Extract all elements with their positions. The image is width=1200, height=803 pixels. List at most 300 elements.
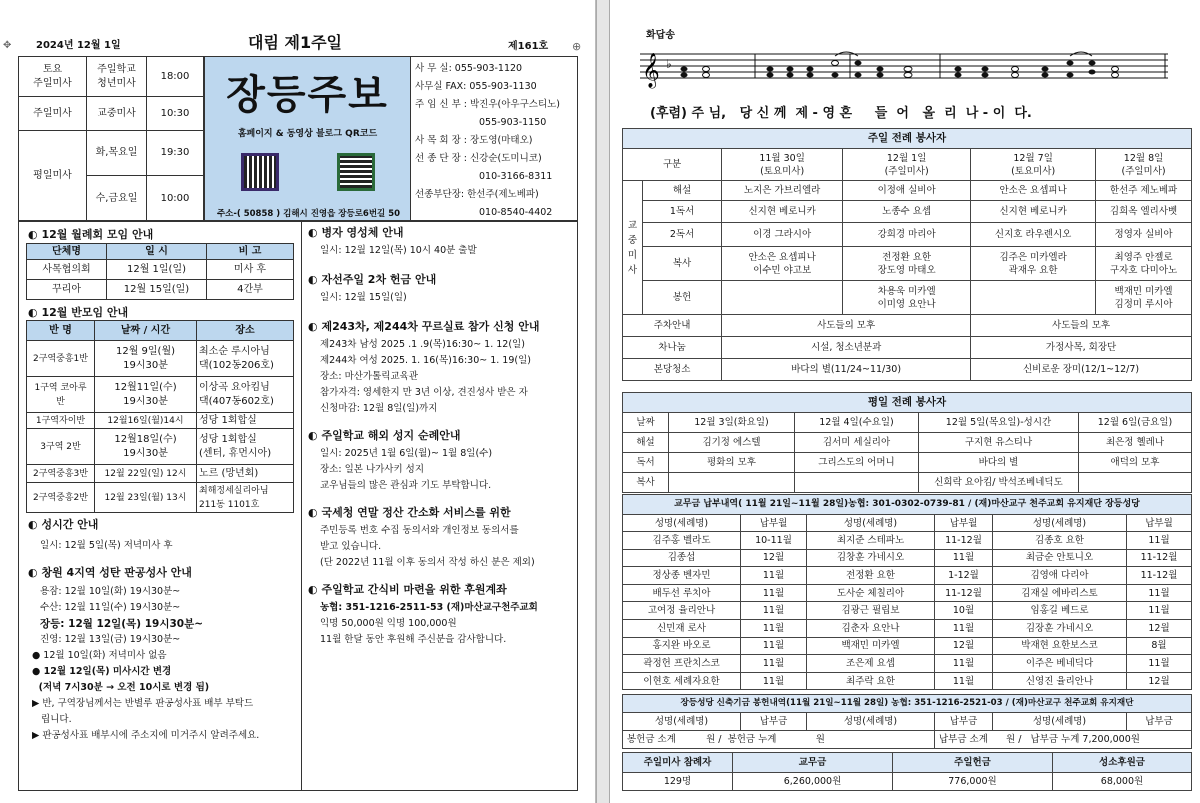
table-cell: 12월 (741, 549, 807, 567)
total-value: 129명 (623, 773, 733, 791)
table-cell: 8월 (1127, 637, 1192, 655)
monthly-title (28, 226, 153, 242)
date-label: 12월 8일 (1123, 152, 1164, 164)
notice-line: ● 12월 12일(목) 미사시간 변경 (32, 666, 172, 677)
logo-panel (204, 56, 411, 221)
table-header: 납부금 (741, 713, 807, 731)
date-sub: (토요미사) (760, 165, 805, 177)
table-cell: 신민재 로사 (623, 619, 741, 637)
total-value: 776,000원 (893, 773, 1053, 791)
server-cell: 신희락 요아킴/ 박석조베네딕도 (919, 473, 1079, 493)
notice-body (308, 523, 574, 571)
notice-line: 교우님들의 많은 관심과 기도 부탁합니다. (320, 480, 492, 491)
monthly-table (26, 243, 294, 300)
table-cell: 12월 23일(월) 13시 (95, 483, 197, 513)
table-header: 납부금 (935, 713, 993, 731)
schedule-time: 19:30 (147, 131, 204, 176)
bullet-icon: ◐ (28, 228, 38, 241)
table-cell: 최주락 요한 (807, 672, 935, 690)
right-page (610, 0, 1200, 803)
notice-line: 주민등록 번호 수집 동의서와 개인정보 동의서를 (320, 525, 519, 536)
left-page (0, 0, 596, 803)
role-label: 주차안내 (623, 315, 722, 337)
server-cell: 김서미 세실리아 (795, 433, 919, 453)
table-cell: 신영진 율리안나 (993, 672, 1127, 690)
bullet-icon: ◐ (308, 429, 318, 442)
table-cell: 정상종 벤자민 (623, 567, 741, 585)
date-label: 12월 7일 (1013, 152, 1053, 164)
table-row (623, 637, 1192, 655)
add-icon[interactable]: ⊕ (572, 40, 582, 53)
total-value: 6,260,000원 (733, 773, 893, 791)
table-cell: 11월 (741, 655, 807, 673)
table-header: 성명(세례명) (993, 713, 1127, 731)
table-header: 교무금 (733, 753, 893, 773)
table-cell: 노르 (망년회) (197, 465, 294, 483)
table-cell: 김춘자 요안나 (807, 619, 935, 637)
table-cell: 김주홍 벨라도 (623, 532, 741, 550)
server-cell: 한선주 제노베파 (1096, 181, 1192, 201)
table-cell: 곽정헌 프란치스코 (623, 655, 741, 673)
schedule-time: 10:00 (147, 176, 204, 222)
table-header: 단체명 (27, 244, 107, 260)
notice-line: ▶ 판공성사표 배부시에 주소지에 미거주시 알려주세요. (32, 730, 260, 741)
table-cell: 홍지완 바오로 (623, 637, 741, 655)
song-lyric: (후렴) 주 님, 당 신 께 제 - 영 혼 들 어 올 리 나 - 이 다. (650, 106, 1032, 121)
table-title: 교무금 납부내역( 11월 21일~11월 28일)농협: 301-0302-0739-81 / (재)마산교구 천주교회 유지재단 장등성당 (623, 495, 1192, 515)
issue-number: 제161호 (508, 41, 549, 52)
server-cell: 김희옥 엘리사벳 (1096, 201, 1192, 223)
table-cell: 11-12월 (935, 532, 993, 550)
bullet-icon: ◐ (28, 306, 38, 319)
table-row (623, 584, 1192, 602)
contacts (415, 60, 575, 222)
bulletin-date: 2024년 12월 1일 (36, 40, 121, 51)
page-gap (596, 0, 610, 803)
table-cell: 12월18일(수) 19시30분 (95, 429, 197, 465)
mid-notices (308, 224, 574, 648)
schedule-time: 18:00 (147, 57, 204, 97)
table-cell: 12월 15일(일) (107, 280, 207, 300)
notice-line: 일시: 12월 12일(목) 10시 40분 출발 (320, 245, 477, 256)
notice-title (308, 504, 574, 520)
qr-code-blog-icon[interactable] (337, 153, 375, 191)
notice-body (308, 600, 574, 648)
notice-line: (저녁 7시30분 → 오전 10시로 변경 됨) (32, 682, 210, 693)
notice-title-text: 제243차, 제244차 꾸르실료 참가 신청 안내 (321, 320, 540, 333)
total-value: 68,000원 (1053, 773, 1192, 791)
table-cell: 11월 (1127, 584, 1192, 602)
column-divider (301, 221, 302, 791)
table-row (623, 619, 1192, 637)
notice-line: 농협: 351-1216-2511-53 (재)마산교구천주교회 (320, 602, 538, 613)
table-cell: 성당 1회합실 (센터, 휴먼시아) (197, 429, 294, 465)
notice-line: 제243차 남성 2025 .1 .9(목)16:30~ 1. 12(일) (320, 339, 525, 350)
notice-body (28, 584, 298, 648)
notice-line: 일시: 2025년 1월 6일(월)~ 1월 8일(수) (320, 448, 493, 459)
contact-line: 055-903-1150 (479, 117, 547, 128)
server-cell: 신지현 베로니카 (722, 201, 843, 223)
server-cell (669, 473, 795, 493)
server-cell: 김주은 미카엘라 곽재우 요한 (971, 247, 1096, 281)
schedule-type: 화,목요일 (87, 131, 147, 176)
notice-title-text: 병자 영성체 안내 (321, 226, 404, 239)
table-cell: 도사순 체칠리아 (807, 584, 935, 602)
table-row (623, 532, 1192, 550)
server-cell: 신지현 베로니카 (971, 201, 1096, 223)
schedule-day: 주일미사 (19, 97, 87, 131)
contact-line: 선종부단장: 한선주(제노베파) (415, 189, 539, 200)
table-cell: 4간부 (207, 280, 294, 300)
notice-line: 일시: 12월 5일(목) 저녁미사 후 (40, 540, 173, 551)
table-cell: 11월 (935, 619, 993, 637)
notice-line: 립니다. (32, 714, 72, 725)
notice-title (308, 271, 574, 287)
server-cell: 정영자 실비아 (1096, 223, 1192, 247)
table-cell: 1구역자이반 (27, 413, 95, 429)
notice-title-text: 창원 4지역 성탄 판공성사 안내 (41, 566, 192, 579)
server-cell: 안소은 요셉피나 이수민 야고보 (722, 247, 843, 281)
sunday-servers-table (622, 128, 1192, 381)
sum-value: 원 (815, 734, 825, 745)
server-cell: 구지현 유스티나 (919, 433, 1079, 453)
table-cell: 11월 (741, 602, 807, 620)
table-title: 평일 전례 봉사자 (623, 393, 1192, 413)
bullet-icon: ◐ (308, 273, 318, 286)
table-header: 구분 (623, 149, 722, 181)
bansang-table (26, 320, 294, 513)
notice-title (28, 564, 298, 580)
table-cell: 11-12월 (1127, 567, 1192, 585)
notice-body (308, 337, 574, 417)
server-cell: 시설, 청소년분과 (722, 337, 971, 359)
notice-line: 익명 50,000원 익명 100,000원 (320, 618, 457, 629)
table-cell: 11월 (741, 672, 807, 690)
contact-line: 사 무 실: 055-903-1120 (415, 63, 523, 74)
server-cell: 차용욱 미카엘 이미영 요안나 (843, 281, 971, 315)
table-cell: 김종섭 (623, 549, 741, 567)
role-label: 차나눔 (623, 337, 722, 359)
table-cell: 이상곡 요아킴님 댁(407동602호) (197, 377, 294, 413)
notice-body (308, 446, 574, 494)
role-label: 해설 (643, 181, 722, 201)
sum-value: 원 / (706, 734, 722, 745)
table-cell: 백재민 미카엘 (807, 637, 935, 655)
table-cell: 11월 (1127, 602, 1192, 620)
notice-title (308, 224, 574, 240)
bansang-title (28, 304, 128, 320)
table-header: 12월 4일(수요일) (795, 413, 919, 433)
table-header: 12월 3일(화요일) (669, 413, 795, 433)
server-cell (795, 473, 919, 493)
notice-title (308, 427, 574, 443)
table-header: 성명(세례명) (623, 515, 741, 532)
role-label: 1독서 (643, 201, 722, 223)
music-staff (640, 44, 1170, 94)
table-cell: 11월 (741, 584, 807, 602)
table-cell: 김광근 필립보 (807, 602, 935, 620)
qr-label: 홈페이지 & 동영상 블로그 QR코드 (237, 129, 378, 139)
notice-line: 장소: 일본 나가사키 성지 (320, 464, 425, 475)
table-cell: 11월 (1127, 532, 1192, 550)
table-cell: 12월 (935, 637, 993, 655)
sum-value: 원 / (1006, 734, 1022, 745)
role-label: 봉헌 (643, 281, 722, 315)
qr-code-homepage-icon[interactable] (241, 153, 279, 191)
table-cell: 12월 22일(일) 12시 (95, 465, 197, 483)
notice-line: 장소: 마산가톨릭교육관 (320, 371, 418, 382)
table-cell: 성당 1회합실 (197, 413, 294, 429)
role-label: 복사 (623, 473, 669, 493)
move-handle-icon[interactable]: ✥ (3, 40, 12, 51)
server-cell: 이정애 실비아 (843, 181, 971, 201)
table-cell: 전정환 요한 (807, 567, 935, 585)
treble-clef-icon: 𝄞 (642, 53, 660, 88)
table-cell: 미사 후 (207, 260, 294, 280)
bullet-icon: ◐ (308, 320, 318, 333)
table-title: 주일 전례 봉사자 (623, 129, 1192, 149)
table-cell: 최해정세실리아님 211동 1101호 (197, 483, 294, 513)
notice-line: 진영: 12월 13일(금) 19시30분~ (40, 634, 181, 645)
table-cell: 최금순 안토니오 (993, 549, 1127, 567)
contact-line: 사무실 FAX: 055-903-1130 (415, 81, 537, 92)
table-header: 성명(세례명) (993, 515, 1127, 532)
table-cell: 12월16일(월)14시 (95, 413, 197, 429)
table-cell: 조은제 요셉 (807, 655, 935, 673)
table-cell: 최소순 루시아님 댁(102동206호) (197, 341, 294, 377)
sum-cell (935, 731, 1192, 749)
server-cell: 강희경 마리아 (843, 223, 971, 247)
table-header: 주일헌금 (893, 753, 1053, 773)
side-label: 교 중 미 사 (623, 181, 643, 315)
sum-label: 납부금 누계 7,200,000원 (1030, 734, 1140, 745)
contact-line: 주 임 신 부 : 박진우(아우구스티노) (415, 99, 561, 110)
server-cell: 가정사목, 회장단 (971, 337, 1192, 359)
server-cell: 바다의 별(11/24~11/30) (722, 359, 971, 381)
notice-title (308, 318, 574, 334)
sum-cell (623, 731, 935, 749)
table-cell: 최지준 스테파노 (807, 532, 935, 550)
contact-line: 사 목 회 장 : 장도영(마태오) (415, 135, 533, 146)
bulletin-logo: 장등주보 (226, 72, 389, 118)
table-cell: 김재실 에바리스토 (993, 584, 1127, 602)
server-cell: 그리스도의 어머니 (795, 453, 919, 473)
table-cell: 11월 (935, 655, 993, 673)
table-cell: 김장훈 가네시오 (993, 619, 1127, 637)
table-header: 12월 5일(목요일)-성시간 (919, 413, 1079, 433)
role-label: 해설 (623, 433, 669, 453)
sum-label: 납부금 소계 (939, 734, 988, 745)
notice-title (308, 581, 574, 597)
table-cell: 박재현 요한보스코 (993, 637, 1127, 655)
bullet-icon: ◐ (28, 566, 38, 579)
server-cell: 노지은 가브리엘라 (722, 181, 843, 201)
server-cell (722, 281, 843, 315)
table-header: 12월 6일(금요일) (1079, 413, 1192, 433)
table-row (623, 655, 1192, 673)
schedule-type: 교중미사 (87, 97, 147, 131)
notice-line: 일시: 12월 15일(일) (320, 292, 407, 303)
table-cell: 2구역중흥3반 (27, 465, 95, 483)
table-cell: 사목협의회 (27, 260, 107, 280)
table-cell: 12월11일(수) 19시30분 (95, 377, 197, 413)
table-header: 납부월 (935, 515, 993, 532)
schedule-day: 토요 주일미사 (19, 57, 87, 97)
notice-line: 용잠: 12월 10일(화) 19시30분~ (40, 586, 181, 597)
song-label: 화답송 (646, 30, 675, 41)
section-title: 12월 월례회 모임 안내 (41, 228, 154, 241)
contact-line: 010-8540-4402 (479, 207, 553, 218)
notice-line: 장등: 12월 12일(목) 19시30분~ (40, 618, 204, 630)
section-title: 12월 반모임 안내 (41, 306, 129, 319)
schedule-day: 평일미사 (19, 131, 87, 222)
sum-label: 봉헌금 소계 (627, 734, 676, 745)
table-header: 납부월 (741, 515, 807, 532)
server-cell: 안소은 요셉피나 (971, 181, 1096, 201)
table-header: 반 명 (27, 321, 95, 341)
server-cell: 최영주 안젤로 구자호 다미아노 (1096, 247, 1192, 281)
notice-title-text: 성시간 안내 (41, 518, 99, 531)
server-cell: 노종수 요셉 (843, 201, 971, 223)
notice-line: 11월 한달 동안 후원해 주신분을 감사합니다. (320, 634, 507, 645)
table-cell: 3구역 2반 (27, 429, 95, 465)
notice-title-text: 주일학교 간식비 마련을 위한 후원계좌 (321, 583, 507, 596)
date-sub: (주일미사) (1121, 165, 1166, 177)
role-label: 독서 (623, 453, 669, 473)
table-cell: 11월 (741, 637, 807, 655)
dues-rows (623, 532, 1192, 690)
table-cell: 1구역 코아루 반 (27, 377, 95, 413)
table-cell: 12월 1일(일) (107, 260, 207, 280)
table-row (623, 549, 1192, 567)
table-header: 성명(세례명) (807, 515, 935, 532)
table-cell: 김영애 다리아 (993, 567, 1127, 585)
notice-line: 신청마감: 12월 8일(일)까지 (320, 403, 438, 414)
table-cell: 임홍길 베드로 (993, 602, 1127, 620)
table-cell: 11월 (741, 619, 807, 637)
table-header: 성명(세례명) (623, 713, 741, 731)
table-header: 일 시 (107, 244, 207, 260)
notice-title-text: 국세청 연말 정산 간소화 서비스를 위한 (321, 506, 511, 519)
table-cell: 12월 (1127, 619, 1192, 637)
mass-schedule-table (18, 56, 204, 222)
server-cell: 사도들의 모후 (971, 315, 1192, 337)
dues-table (622, 494, 1192, 690)
table-header: 장소 (197, 321, 294, 341)
table-title: 장등성당 신축기금 봉헌내역(11월 21일~11월 28일) 농협: 351-1216-2521-03 / (재)마산교구 천주교회 유지재단 (623, 695, 1192, 713)
table-cell: 2구역중흥1반 (27, 341, 95, 377)
table-cell: 11-12월 (935, 584, 993, 602)
notice-line: ● 12월 10일(화) 저녁미사 없음 (32, 650, 167, 661)
bullet-icon: ◐ (308, 583, 318, 596)
notice-line: ▶ 반, 구역장님께서는 반별루 판공성사표 배부 부탁드 (32, 698, 254, 709)
date-sub: (주일미사) (884, 165, 929, 177)
server-cell: 신비로운 장미(12/1~12/7) (971, 359, 1192, 381)
contact-line: 010-3166-8311 (479, 171, 553, 182)
table-cell: 11월 (741, 567, 807, 585)
notice-title-text: 주일학교 해외 성지 순례안내 (321, 429, 461, 442)
table-cell: 김종호 요한 (993, 532, 1127, 550)
server-cell: 최은정 헬레나 (1079, 433, 1192, 453)
table-header: 납부월 (1127, 515, 1192, 532)
table-cell: 11월 (935, 549, 993, 567)
server-cell: 평화의 모후 (669, 453, 795, 473)
notice-line: (단 2022년 11월 이후 동의서 작성 하신 분은 제외) (320, 557, 535, 568)
page-title: 대림 제1주일 (248, 33, 342, 52)
table-cell: 2구역중흥2반 (27, 483, 95, 513)
table-cell: 김창훈 가네시오 (807, 549, 935, 567)
notice-line: 수산: 12월 11일(수) 19시30분~ (40, 602, 181, 613)
table-cell: 꾸리아 (27, 280, 107, 300)
table-cell: 이주은 베네딕다 (993, 655, 1127, 673)
table-cell: 10월 (935, 602, 993, 620)
server-cell: 김기정 에스텔 (669, 433, 795, 453)
date-label: 11월 30일 (759, 152, 805, 164)
flat-icon: ♭ (666, 57, 672, 71)
schedule-time: 10:30 (147, 97, 204, 131)
table-header: 비 고 (207, 244, 294, 260)
notice-title-text: 자선주일 2차 헌금 안내 (321, 273, 437, 286)
table-cell: 11월 (935, 672, 993, 690)
server-cell: 사도들의 모후 (722, 315, 971, 337)
server-cell: 백재민 미카엘 김정미 루시아 (1096, 281, 1192, 315)
bullet-icon: ◐ (308, 506, 318, 519)
building-fund-table (622, 694, 1192, 749)
table-header: 날짜 / 시간 (95, 321, 197, 341)
server-cell: 전정환 요한 장도영 마태오 (843, 247, 971, 281)
table-header: 성명(세례명) (807, 713, 935, 731)
notice-line: 받고 있습니다. (320, 541, 382, 552)
notice-line: 참가자격: 영세한지 만 3년 이상, 견진성사 받은 자 (320, 387, 528, 398)
table-cell: 배두선 루치아 (623, 584, 741, 602)
table-row (623, 602, 1192, 620)
date-sub: (토요미사) (1011, 165, 1056, 177)
table-cell: 고여정 율리안나 (623, 602, 741, 620)
table-cell: 12월 (1127, 672, 1192, 690)
table-header: 성소후원금 (1053, 753, 1192, 773)
notice-title (28, 516, 298, 532)
address: 주소-( 50858 ) 김해시 진영읍 장등로6번길 50 (216, 209, 401, 219)
schedule-type: 수,금요일 (87, 176, 147, 222)
server-cell: 바다의 별 (919, 453, 1079, 473)
role-label: 2독서 (643, 223, 722, 247)
bullet-icon: ◐ (308, 226, 318, 239)
left-notices (28, 516, 298, 744)
server-cell (1079, 473, 1192, 493)
table-cell: 10-11월 (741, 532, 807, 550)
table-cell: 12월 9일(월) 19시30분 (95, 341, 197, 377)
notes (681, 61, 1119, 78)
table-cell: 11-12월 (1127, 549, 1192, 567)
table-row (623, 567, 1192, 585)
weekday-servers-table (622, 392, 1192, 493)
server-cell: 이경 그라시아 (722, 223, 843, 247)
table-header: 납부금 (1127, 713, 1192, 731)
bullet-icon: ◐ (28, 518, 38, 531)
notice-line: 제244차 여성 2025. 1. 16(목)16:30~ 1. 19(일) (320, 355, 531, 366)
schedule-type: 주일학교 청년미사 (87, 57, 147, 97)
totals-table (622, 752, 1192, 791)
server-cell: 신지호 라우렌시오 (971, 223, 1096, 247)
server-cell: 애덕의 모후 (1079, 453, 1192, 473)
server-cell (971, 281, 1096, 315)
role-label: 본당청소 (623, 359, 722, 381)
sum-label: 봉헌금 누계 (727, 734, 777, 745)
role-label: 복사 (643, 247, 722, 281)
table-cell: 1-12월 (935, 567, 993, 585)
table-row (623, 672, 1192, 690)
contact-line: 선 종 단 장 : 신강순(도미니코) (415, 153, 542, 164)
